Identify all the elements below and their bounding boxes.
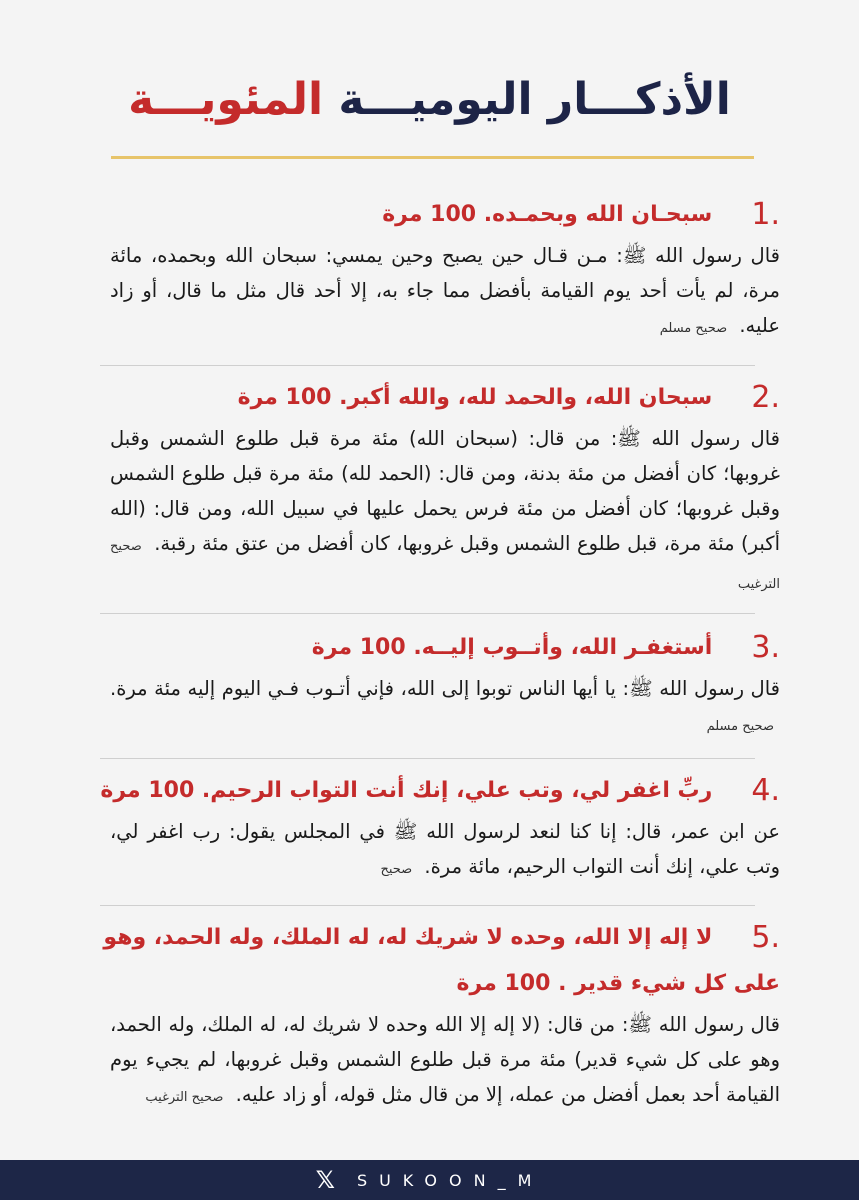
dhikr-item-4 [80, 768, 780, 887]
heading-text: سبحـان الله وبحمـده. 100 مرة [382, 202, 713, 227]
hadith-source: صحيح الترغيب [110, 539, 780, 592]
dhikr-item-5 [80, 915, 780, 1115]
dhikr-body [80, 671, 780, 744]
section-divider [100, 613, 755, 614]
item-number: 3. [751, 630, 780, 665]
heading-text: أستغفـر الله، وأتــوب إليــه. 100 مرة [311, 635, 713, 660]
footer-bar [0, 1160, 859, 1200]
hadith-source: صحيح مسلم [706, 719, 774, 734]
section-divider [100, 758, 755, 759]
dhikr-item-1 [80, 192, 780, 346]
title-accent: المئويـــة [128, 74, 324, 125]
dhikr-heading [80, 915, 780, 1007]
title-main: الأذكـــار اليوميـــة [338, 74, 731, 125]
dhikr-body [80, 1007, 780, 1115]
page-title [0, 70, 859, 130]
dhikr-item-2 [80, 375, 780, 602]
dhikr-heading [80, 625, 780, 671]
dhikr-heading [80, 375, 780, 421]
dhikr-heading [80, 768, 780, 814]
item-number: 2. [751, 380, 780, 415]
body-text: قال رسول الله ﷺ: يا أيها الناس توبوا إلى الله، فإني أتـوب فـي اليوم إليه مئة مرة. [110, 677, 780, 700]
x-logo-icon: 𝕏 [315, 1166, 335, 1194]
item-number: 1. [751, 197, 780, 232]
item-number: 5. [751, 920, 780, 955]
dhikr-body [80, 238, 780, 346]
dhikr-body [80, 814, 780, 887]
dhikr-body [80, 421, 780, 602]
section-divider [100, 365, 755, 366]
section-divider [100, 905, 755, 906]
heading-text: لا إله إلا الله، وحده لا شريك له، له الملك، وله الحمد، وهو على كل شيء قدير . 100 مرة [103, 925, 780, 996]
hadith-source: صحيح [380, 862, 413, 877]
body-text: قال رسول الله ﷺ: مـن قـال حين يصبح وحين يمسي: سبحان الله وبحمده، مائة مرة، لم يأت أحد يوم القيامة بأفضل مما جاء به، إلا أحد قال مثل ما قال، أو زاد عليه. [110, 244, 780, 337]
dhikr-item-3 [80, 625, 780, 744]
title-divider [111, 156, 754, 159]
dhikr-heading [80, 192, 780, 238]
item-number: 4. [751, 773, 780, 808]
heading-text: سبحان الله، والحمد لله، والله أكبر. 100 مرة [237, 385, 713, 410]
body-text: قال رسول الله ﷺ: من قال: (لا إله إلا الله وحده لا شريك له، له الملك، وله الحمد، وهو على كل شيء قدير) مئة مرة قبل طلوع الشمس وقبل غروبها، لم يجيء يوم القيامة أحد بعمل أفضل من عمله، إلا من قال مثل قوله، أو زاد عليه. [110, 1013, 780, 1106]
heading-text: ربِّ اغفر لي، وتب علي، إنك أنت التواب الرحيم. 100 مرة [100, 778, 713, 803]
body-text: عن ابن عمر، قال: إنا كنا لنعد لرسول الله ﷺ في المجلس يقول: رب اغفر لي، وتب علي، إنك أنت التواب الرحيم، مائة مرة. [110, 820, 780, 878]
account-handle[interactable]: SUKOON_M [356, 1170, 544, 1190]
hadith-source: صحيح مسلم [659, 321, 728, 336]
body-text: قال رسول الله ﷺ: من قال: (سبحان الله) مئة مرة قبل طلوع الشمس وقبل غروبها؛ كان أفضل من مئة بدنة، ومن قال: (الحمد لله) مئة مرة قبل طلوع الشمس وقبل غروبها؛ كان أفضل من مئة فرس يحمل عليها في سبيل الله، ومن قال: (الله أكبر) مئة مرة، قبل طلوع الشمس وقبل غروبها، كان أفضل من عتق مئة رقبة. [110, 427, 780, 555]
hadith-source: صحيح الترغيب [145, 1090, 224, 1105]
